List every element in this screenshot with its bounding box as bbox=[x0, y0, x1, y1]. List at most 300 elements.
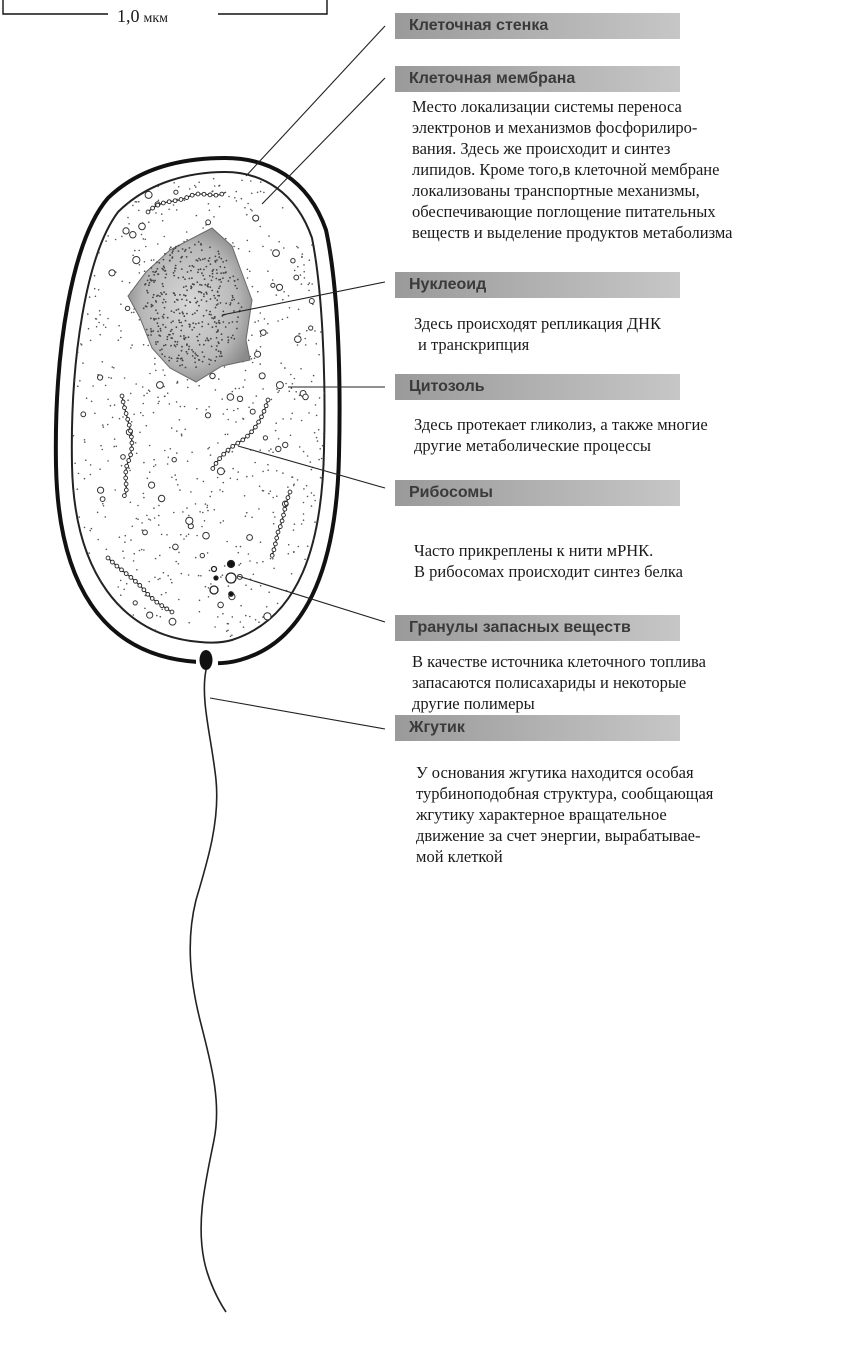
cytosol-dot bbox=[136, 201, 138, 203]
nucleoid-dot bbox=[183, 286, 185, 288]
ribosome-bead bbox=[264, 404, 268, 408]
cytosol-dot bbox=[227, 434, 229, 436]
cytosol-dot bbox=[260, 346, 262, 348]
cytosol-dot bbox=[150, 519, 152, 521]
cytosol-dot bbox=[78, 212, 80, 214]
ribosome-bead bbox=[120, 394, 124, 398]
ribosome-bead bbox=[124, 488, 128, 492]
cytosol-dot bbox=[251, 334, 253, 336]
nucleoid-dot bbox=[219, 322, 221, 324]
cytosol-dot bbox=[251, 358, 253, 360]
cytosol-dot bbox=[307, 545, 309, 547]
cytosol-dot bbox=[297, 266, 299, 268]
cytosol-dot bbox=[260, 541, 262, 543]
cytosol-dot bbox=[143, 549, 145, 551]
nucleoid-dot bbox=[205, 266, 207, 268]
nucleoid-dot bbox=[155, 309, 157, 311]
nucleoid-dot bbox=[148, 284, 150, 286]
cytosol-dot bbox=[238, 564, 240, 566]
cytosol-dot bbox=[205, 586, 207, 588]
cytosol-dot bbox=[306, 330, 308, 332]
cytosol-dot bbox=[154, 358, 156, 360]
nucleoid-dot bbox=[218, 287, 220, 289]
cytosol-dot bbox=[149, 471, 151, 473]
cytosol-dot bbox=[314, 500, 316, 502]
leader-lines bbox=[210, 26, 385, 729]
cytosol-dot bbox=[318, 234, 320, 236]
nucleoid-dot bbox=[212, 270, 214, 272]
nucleoid-dot bbox=[163, 299, 165, 301]
nucleoid-dot bbox=[198, 322, 200, 324]
cytosol-dot bbox=[293, 551, 295, 553]
nucleoid-dot bbox=[213, 295, 215, 297]
nucleoid-dot bbox=[216, 337, 218, 339]
cytosol-dot bbox=[121, 236, 123, 238]
nucleoid-dot bbox=[226, 260, 228, 262]
cytosol-dot bbox=[301, 256, 303, 258]
nucleoid-dot bbox=[196, 310, 198, 312]
cytosol-dot bbox=[220, 576, 222, 578]
cytosol-dot bbox=[208, 587, 210, 589]
nucleoid-dot bbox=[152, 305, 154, 307]
cytosol-dot bbox=[102, 199, 104, 201]
cytosol-dot bbox=[70, 546, 72, 548]
nucleoid-dot bbox=[172, 320, 174, 322]
nucleoid-dot bbox=[216, 345, 218, 347]
nucleoid-dot bbox=[180, 322, 182, 324]
nucleoid-dot bbox=[189, 265, 191, 267]
nucleoid-dot bbox=[163, 291, 165, 293]
nucleoid-dot bbox=[146, 290, 148, 292]
cytosol-dot bbox=[246, 476, 248, 478]
nucleoid-dot bbox=[179, 365, 181, 367]
cytosol-dot bbox=[294, 398, 296, 400]
nucleoid-dot bbox=[176, 299, 178, 301]
cytosol-dot bbox=[165, 172, 167, 174]
ribosome bbox=[109, 270, 115, 276]
cytosol-dot bbox=[223, 520, 225, 522]
nucleoid-dot bbox=[194, 297, 196, 299]
nucleoid-dot bbox=[163, 317, 165, 319]
cytosol-dot bbox=[294, 378, 296, 380]
cytosol-dot bbox=[112, 612, 114, 614]
nucleoid-dot bbox=[157, 268, 159, 270]
nucleoid-dot bbox=[197, 355, 199, 357]
cytosol-dot bbox=[86, 191, 88, 193]
nucleoid-dot bbox=[178, 245, 180, 247]
cytosol-dot bbox=[170, 579, 172, 581]
nucleoid-dot bbox=[150, 318, 152, 320]
nucleoid-dot bbox=[206, 293, 208, 295]
cytosol-dot bbox=[256, 349, 258, 351]
cytosol-dot bbox=[87, 245, 89, 247]
cytosol-dot bbox=[167, 575, 169, 577]
cytosol-dot bbox=[326, 448, 328, 450]
cytosol-dot bbox=[122, 416, 124, 418]
nucleoid-dot bbox=[194, 352, 196, 354]
cytosol-dot bbox=[94, 598, 96, 600]
cytosol-dot bbox=[292, 383, 294, 385]
cytosol-dot bbox=[282, 207, 284, 209]
cytosol-dot bbox=[107, 424, 109, 426]
nucleoid-dot bbox=[202, 351, 204, 353]
cytosol-dot bbox=[307, 496, 309, 498]
ribosome bbox=[125, 306, 129, 310]
ribosome bbox=[169, 618, 176, 625]
nucleoid-dot bbox=[211, 290, 213, 292]
cytosol-dot bbox=[232, 391, 234, 393]
nucleoid-dot bbox=[173, 272, 175, 274]
cytosol-dot bbox=[249, 251, 251, 253]
cytosol-dot bbox=[149, 445, 151, 447]
cytosol-dot bbox=[276, 294, 278, 296]
cytosol-dot bbox=[164, 236, 166, 238]
nucleoid-dot bbox=[178, 250, 180, 252]
nucleoid-dot bbox=[165, 277, 167, 279]
nucleoid-dot bbox=[236, 328, 238, 330]
cytosol-dot bbox=[113, 367, 115, 369]
ribosome-bead bbox=[275, 536, 279, 540]
ribosome bbox=[158, 495, 164, 501]
nucleoid-dot bbox=[147, 302, 149, 304]
nucleoid-dot bbox=[180, 335, 182, 337]
cytosol-dot bbox=[273, 523, 275, 525]
cytosol-dot bbox=[99, 468, 101, 470]
cytosol-dot bbox=[180, 406, 182, 408]
cytosol-dot bbox=[260, 335, 262, 337]
cytosol-dot bbox=[323, 433, 325, 435]
cytosol-dot bbox=[228, 196, 230, 198]
cytosol-dot bbox=[131, 344, 133, 346]
cytosol-dot bbox=[130, 502, 132, 504]
cytosol-dot bbox=[224, 565, 226, 567]
cytosol-dot bbox=[317, 605, 319, 607]
cytosol-dot bbox=[250, 180, 252, 182]
ribosome-bead bbox=[165, 607, 169, 611]
ribosome bbox=[206, 220, 211, 225]
cytosol-dot bbox=[251, 517, 253, 519]
cytosol-dot bbox=[302, 253, 304, 255]
cytosol-dot bbox=[181, 573, 183, 575]
nucleoid-dot bbox=[189, 247, 191, 249]
cytosol-dot bbox=[176, 452, 178, 454]
nucleoid-dot bbox=[178, 277, 180, 279]
cytosol-dot bbox=[205, 409, 207, 411]
nucleoid-dot bbox=[210, 298, 212, 300]
cytosol-dot bbox=[89, 568, 91, 570]
cytosol-dot bbox=[71, 319, 73, 321]
ribosome bbox=[130, 232, 136, 238]
cytosol-dot bbox=[287, 486, 289, 488]
cytosol-dot bbox=[322, 278, 324, 280]
nucleoid-dot bbox=[241, 306, 243, 308]
cytosol-dot bbox=[126, 626, 128, 628]
ribosome-bead bbox=[257, 420, 261, 424]
nucleoid-dot bbox=[190, 288, 192, 290]
nucleoid-dot bbox=[191, 349, 193, 351]
cytosol-dot bbox=[213, 216, 215, 218]
cytosol-dot bbox=[105, 327, 107, 329]
cytosol-dot bbox=[110, 405, 112, 407]
ribosome bbox=[276, 446, 281, 451]
nucleoid-dot bbox=[175, 346, 177, 348]
cytosol-dot bbox=[202, 512, 204, 514]
cytosol-dot bbox=[155, 464, 157, 466]
nucleoid-dot bbox=[181, 268, 183, 270]
cytosol-dot bbox=[118, 325, 120, 327]
nucleoid-dot bbox=[225, 326, 227, 328]
nucleoid-dot bbox=[192, 351, 194, 353]
nucleoid-dot bbox=[219, 355, 221, 357]
nucleoid-dot bbox=[186, 351, 188, 353]
ribosome bbox=[291, 259, 295, 263]
nucleoid-dot bbox=[218, 343, 220, 345]
cytosol-dot bbox=[267, 642, 269, 644]
cytosol-dot bbox=[314, 432, 316, 434]
nucleoid-dot bbox=[210, 263, 212, 265]
nucleoid-dot bbox=[189, 326, 191, 328]
ribosome bbox=[255, 351, 261, 357]
cytosol-dot bbox=[209, 496, 211, 498]
cytosol-dot bbox=[299, 446, 301, 448]
nucleoid-dot bbox=[220, 281, 222, 283]
cytosol-dot bbox=[123, 589, 125, 591]
cytosol-dot bbox=[245, 515, 247, 517]
cytosol-dot bbox=[167, 392, 169, 394]
cytosol-dot bbox=[213, 178, 215, 180]
cytosol-dot bbox=[153, 466, 155, 468]
cytosol-dot bbox=[248, 340, 250, 342]
nucleoid-dot bbox=[237, 279, 239, 281]
cytosol-dot bbox=[277, 392, 279, 394]
flagellum-base bbox=[200, 650, 213, 670]
nucleoid-dot bbox=[215, 278, 217, 280]
label-cytosol: Цитозоль bbox=[395, 374, 680, 400]
cytosol-dot bbox=[146, 515, 148, 517]
cytosol-dot bbox=[117, 586, 119, 588]
cytosol-dot bbox=[289, 307, 291, 309]
cytosol-dot bbox=[207, 448, 209, 450]
nucleoid-dot bbox=[153, 319, 155, 321]
nucleoid-dot bbox=[203, 269, 205, 271]
cytosol-dot bbox=[173, 204, 175, 206]
cytosol-dot bbox=[259, 449, 261, 451]
cytosol-dot bbox=[325, 483, 327, 485]
ribosome-bead bbox=[260, 415, 264, 419]
cytosol-dot bbox=[233, 246, 235, 248]
nucleoid-dot bbox=[176, 326, 178, 328]
cytosol-dot bbox=[224, 366, 226, 368]
cytosol-dot bbox=[252, 475, 254, 477]
cytosol-dot bbox=[217, 616, 219, 618]
ribosome-bead bbox=[214, 193, 218, 197]
cytosol-dot bbox=[89, 530, 91, 532]
cytosol-dot bbox=[157, 397, 159, 399]
nucleoid-dot bbox=[182, 248, 184, 250]
cytosol-dot bbox=[99, 310, 101, 312]
nucleoid-dot bbox=[220, 351, 222, 353]
cytosol-dot bbox=[325, 342, 327, 344]
cytosol-dot bbox=[102, 424, 104, 426]
cytosol-dot bbox=[124, 541, 126, 543]
cytosol-dot bbox=[139, 264, 141, 266]
nucleoid-dot bbox=[182, 360, 184, 362]
cytosol-dot bbox=[291, 611, 293, 613]
nucleoid-dot bbox=[183, 335, 185, 337]
cytosol-dot bbox=[147, 345, 149, 347]
cytosol-dot bbox=[88, 328, 90, 330]
cytosol-dot bbox=[252, 402, 254, 404]
cytosol-dot bbox=[250, 644, 252, 646]
cytosol-dot bbox=[272, 497, 274, 499]
nucleoid-dot bbox=[203, 344, 205, 346]
cytosol-dot bbox=[146, 393, 148, 395]
ribosome-bead bbox=[123, 406, 127, 410]
cytosol-dot bbox=[274, 516, 276, 518]
cytosol-dot bbox=[154, 517, 156, 519]
ribosome-bead bbox=[121, 400, 125, 404]
nucleoid-dot bbox=[210, 359, 212, 361]
nucleoid-dot bbox=[159, 349, 161, 351]
nucleoid-dot bbox=[199, 334, 201, 336]
cytosol-dot bbox=[200, 575, 202, 577]
nucleoid-dot bbox=[188, 324, 190, 326]
ribosome bbox=[247, 535, 253, 541]
cytosol-dot bbox=[169, 177, 171, 179]
nucleoid-dot bbox=[231, 299, 233, 301]
nucleoid-dot bbox=[214, 317, 216, 319]
cytosol-dot bbox=[70, 219, 72, 221]
cytosol-dot bbox=[199, 611, 201, 613]
ribosome-bead bbox=[129, 429, 133, 433]
nucleoid-dot bbox=[188, 348, 190, 350]
nucleoid-dot bbox=[238, 302, 240, 304]
nucleoid-dot bbox=[229, 304, 231, 306]
ribosome bbox=[210, 373, 215, 378]
cytosol-dot bbox=[314, 646, 316, 648]
cytosol-dot bbox=[272, 558, 274, 560]
cytosol-dot bbox=[210, 454, 212, 456]
cytosol-dot bbox=[283, 291, 285, 293]
nucleoid-dot bbox=[162, 283, 164, 285]
cytosol-dot bbox=[322, 445, 324, 447]
nucleoid-dot bbox=[170, 330, 172, 332]
nucleoid-dot bbox=[152, 297, 154, 299]
nucleoid-dot bbox=[221, 339, 223, 341]
cytosol-dot bbox=[184, 406, 186, 408]
cytosol-dot bbox=[317, 440, 319, 442]
ribosome bbox=[145, 191, 152, 198]
nucleoid-dot bbox=[216, 269, 218, 271]
cytosol-dot bbox=[256, 562, 258, 564]
cytosol-dot bbox=[143, 493, 145, 495]
cytosol-dot bbox=[326, 596, 328, 598]
cytosol-dot bbox=[246, 512, 248, 514]
cytosol-dot bbox=[287, 611, 289, 613]
nucleoid-dot bbox=[209, 364, 211, 366]
cytosol-dot bbox=[316, 595, 318, 597]
ribosome-bead bbox=[276, 530, 280, 534]
nucleoid-dot bbox=[158, 334, 160, 336]
cytosol-dot bbox=[305, 344, 307, 346]
cytosol-dot bbox=[79, 380, 81, 382]
nucleoid-dot bbox=[186, 299, 188, 301]
cytosol-dot bbox=[139, 272, 141, 274]
nucleoid-dot bbox=[183, 337, 185, 339]
cytosol-dot bbox=[281, 641, 283, 643]
nucleoid-dot bbox=[199, 344, 201, 346]
cytosol-dot bbox=[270, 448, 272, 450]
cytosol-dot bbox=[168, 457, 170, 459]
cytosol-dot bbox=[129, 282, 131, 284]
cytosol-dot bbox=[319, 397, 321, 399]
nucleoid-dot bbox=[198, 305, 200, 307]
nucleoid-dot bbox=[208, 260, 210, 262]
cytosol-dot bbox=[262, 561, 264, 563]
nucleoid-dot bbox=[150, 328, 152, 330]
nucleoid-dot bbox=[228, 322, 230, 324]
cytosol-dot bbox=[249, 271, 251, 273]
cytosol-dot bbox=[85, 264, 87, 266]
ribosome-bead bbox=[286, 496, 290, 500]
nucleoid-dot bbox=[201, 321, 203, 323]
cytosol-dot bbox=[207, 510, 209, 512]
cytosol-dot bbox=[288, 544, 290, 546]
nucleoid-dot bbox=[155, 318, 157, 320]
nucleoid-dot bbox=[175, 246, 177, 248]
nucleoid-dot bbox=[209, 246, 211, 248]
nucleoid-dot bbox=[158, 325, 160, 327]
nucleoid-dot bbox=[230, 302, 232, 304]
nucleoid-dot bbox=[172, 333, 174, 335]
nucleoid-dot bbox=[161, 268, 163, 270]
cytosol-dot bbox=[226, 409, 228, 411]
cytosol-dot bbox=[138, 201, 140, 203]
cytosol-dot bbox=[278, 438, 280, 440]
cytosol-dot bbox=[87, 169, 89, 171]
cytosol-dot bbox=[243, 626, 245, 628]
cytosol-dot bbox=[303, 519, 305, 521]
nucleoid-dot bbox=[202, 275, 204, 277]
cytosol-dot bbox=[304, 559, 306, 561]
cytosol-dot bbox=[188, 622, 190, 624]
cytosol-dot bbox=[120, 580, 122, 582]
cytosol-dot bbox=[303, 488, 305, 490]
cytosol-dot bbox=[309, 282, 311, 284]
ribosome-bead bbox=[124, 470, 128, 474]
nucleoid-dot bbox=[173, 275, 175, 277]
cytosol-dot bbox=[237, 408, 239, 410]
nucleoid-dot bbox=[181, 364, 183, 366]
nucleoid-dot bbox=[211, 280, 213, 282]
cytosol-dot bbox=[286, 637, 288, 639]
cytosol-dot bbox=[87, 634, 89, 636]
cytosol-dot bbox=[77, 351, 79, 353]
nucleoid-dot bbox=[160, 292, 162, 294]
nucleoid-dot bbox=[217, 329, 219, 331]
nucleoid-dot bbox=[192, 283, 194, 285]
nucleoid-dot bbox=[199, 359, 201, 361]
nucleoid-dot bbox=[219, 266, 221, 268]
cytosol-dot bbox=[153, 459, 155, 461]
nucleoid-dot bbox=[194, 357, 196, 359]
cytosol-dot bbox=[160, 616, 162, 618]
cytosol-dot bbox=[85, 459, 87, 461]
nucleoid-dot bbox=[232, 295, 234, 297]
cytosol-dot bbox=[77, 625, 79, 627]
nucleoid-dot bbox=[171, 310, 173, 312]
nucleoid-dot bbox=[209, 257, 211, 259]
